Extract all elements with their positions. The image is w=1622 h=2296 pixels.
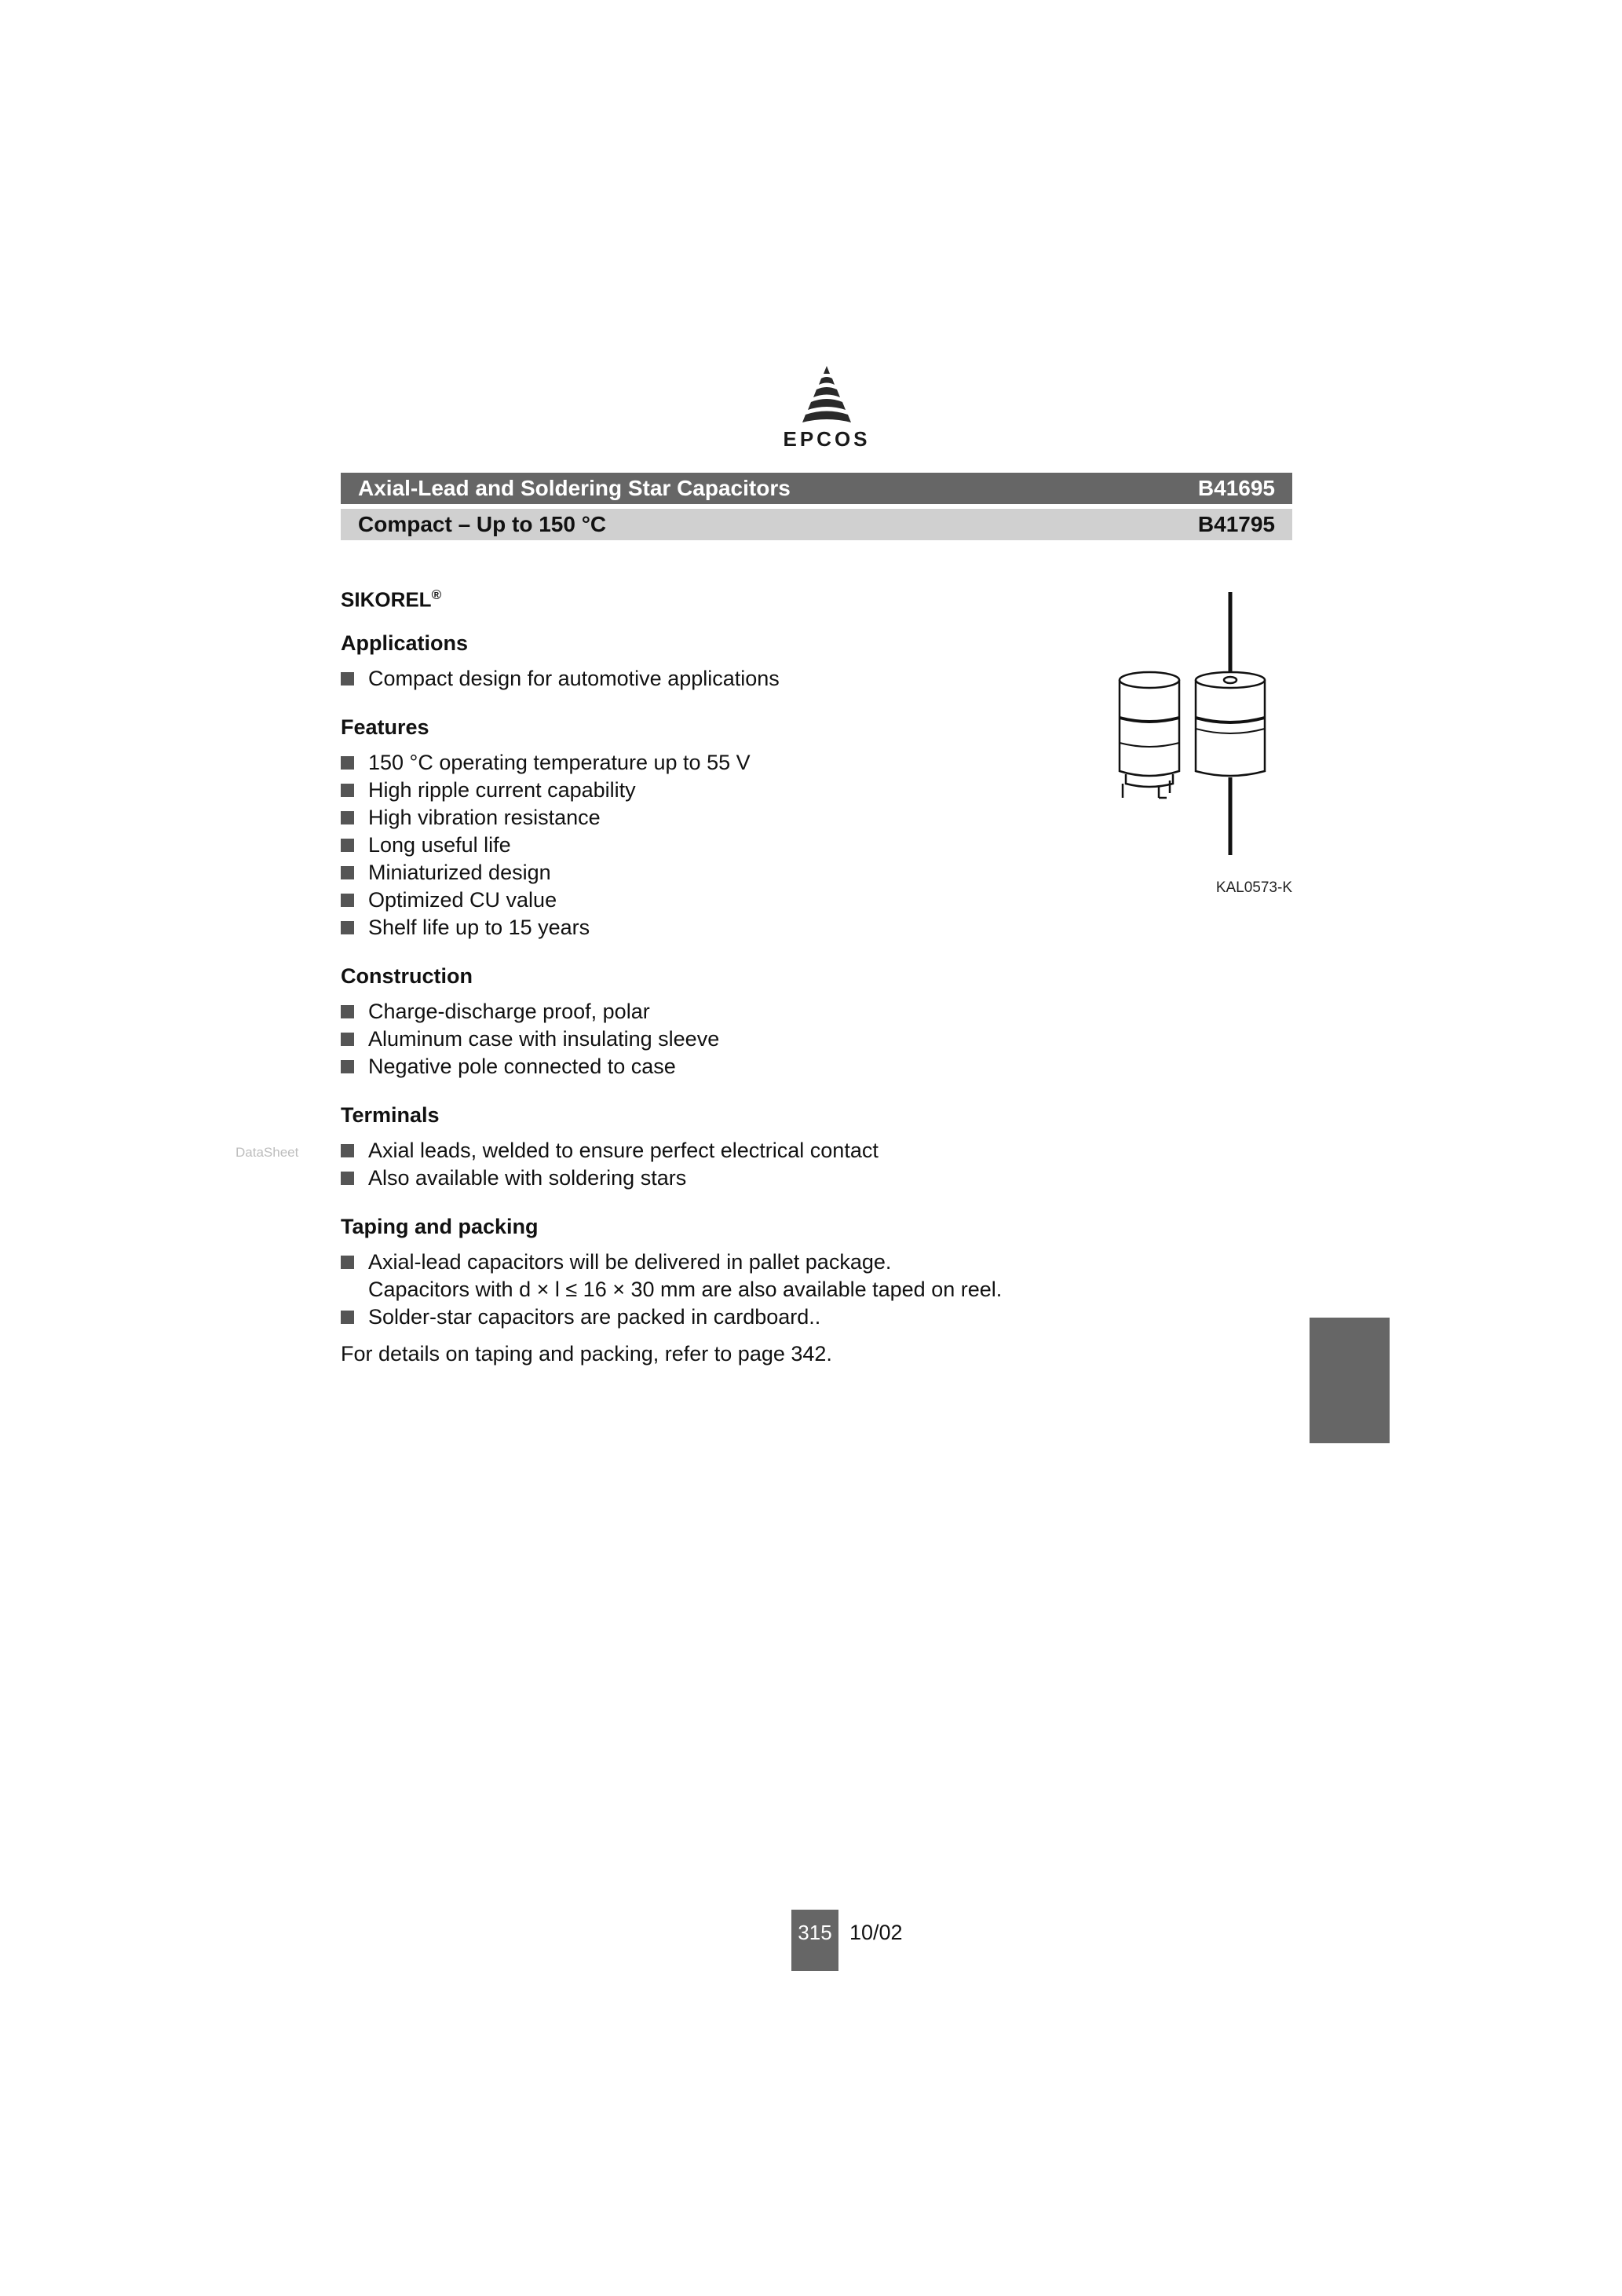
square-bullet-icon (341, 672, 354, 686)
taping-note: For details on taping and packing, refer to page 342. (341, 1341, 832, 1366)
construction-list (341, 998, 1063, 1080)
list-item: Charge-discharge proof, polar (341, 998, 1063, 1026)
edition-date: 10/02 (849, 1921, 903, 1944)
construction-section (341, 963, 1063, 1080)
brand-name: SIKOREL® (341, 587, 442, 612)
square-bullet-icon (341, 866, 354, 879)
terminals-heading: Terminals (341, 1102, 440, 1127)
square-bullet-icon (341, 784, 354, 797)
page-number: 315 (791, 1910, 838, 1971)
square-bullet-icon (341, 811, 354, 824)
square-bullet-icon (341, 894, 354, 907)
registered-mark: ® (431, 587, 442, 602)
product-title: Axial-Lead and Soldering Star Capacitors (358, 476, 791, 500)
taping-list (341, 1249, 1063, 1331)
datasheet-content (341, 581, 1063, 1368)
features-section (341, 714, 1063, 941)
product-code-secondary: B41795 (1197, 512, 1275, 536)
square-bullet-icon (341, 1033, 354, 1046)
epcos-triangle-logo-icon (795, 364, 858, 427)
applications-list (341, 665, 1063, 693)
list-item: High vibration resistance (341, 804, 1063, 832)
terminals-section (341, 1102, 1063, 1192)
title-bar-secondary (341, 509, 1292, 540)
taping-section (341, 1213, 1063, 1331)
terminals-list (341, 1137, 1063, 1192)
list-item: Solder-star capacitors are packed in cardboard.. (341, 1303, 1063, 1331)
list-item: Long useful life (341, 832, 1063, 859)
square-bullet-icon (341, 921, 354, 934)
square-bullet-icon (341, 1005, 354, 1018)
epcos-logo (760, 364, 893, 455)
list-item: Shelf life up to 15 years (341, 914, 1063, 941)
square-bullet-icon (341, 756, 354, 770)
list-item: Optimized CU value (341, 887, 1063, 914)
list-item: Aluminum case with insulating sleeve (341, 1026, 1063, 1053)
square-bullet-icon (341, 839, 354, 852)
construction-heading: Construction (341, 963, 473, 988)
list-item: Compact design for automotive applications (341, 665, 1063, 693)
square-bullet-icon (341, 1311, 354, 1324)
list-item: Axial-lead capacitors will be delivered in pallet package. Capacitors with d × l ≤ 16 × 30 mm are also available taped on reel. (341, 1249, 1063, 1303)
solder-star-capacitor-icon (1120, 672, 1179, 798)
applications-heading: Applications (341, 631, 469, 655)
list-item: High ripple current capability (341, 777, 1063, 804)
figure-label: KAL0573-K (1215, 879, 1292, 896)
product-subtitle: Compact – Up to 150 °C (358, 512, 607, 536)
capacitor-illustration (1102, 592, 1299, 883)
taping-heading: Taping and packing (341, 1214, 539, 1238)
applications-section (341, 630, 1063, 693)
logo-text: EPCOS (783, 427, 871, 451)
axial-capacitor-icon (1196, 592, 1265, 855)
features-list (341, 749, 1063, 941)
list-item: Negative pole connected to case (341, 1053, 1063, 1080)
list-item: Miniaturized design (341, 859, 1063, 887)
list-item: 150 °C operating temperature up to 55 V (341, 749, 1063, 777)
list-item: Axial leads, welded to ensure perfect electrical contact (341, 1137, 1063, 1164)
section-tab-marker (1310, 1318, 1390, 1443)
product-code-primary: B41695 (1197, 476, 1275, 500)
list-item: Also available with soldering stars (341, 1164, 1063, 1192)
watermark-text: DataSheet (236, 1145, 299, 1160)
square-bullet-icon (341, 1144, 354, 1157)
features-heading: Features (341, 715, 429, 739)
square-bullet-icon (341, 1060, 354, 1073)
square-bullet-icon (341, 1172, 354, 1185)
title-bar-primary (341, 473, 1292, 504)
square-bullet-icon (341, 1256, 354, 1269)
